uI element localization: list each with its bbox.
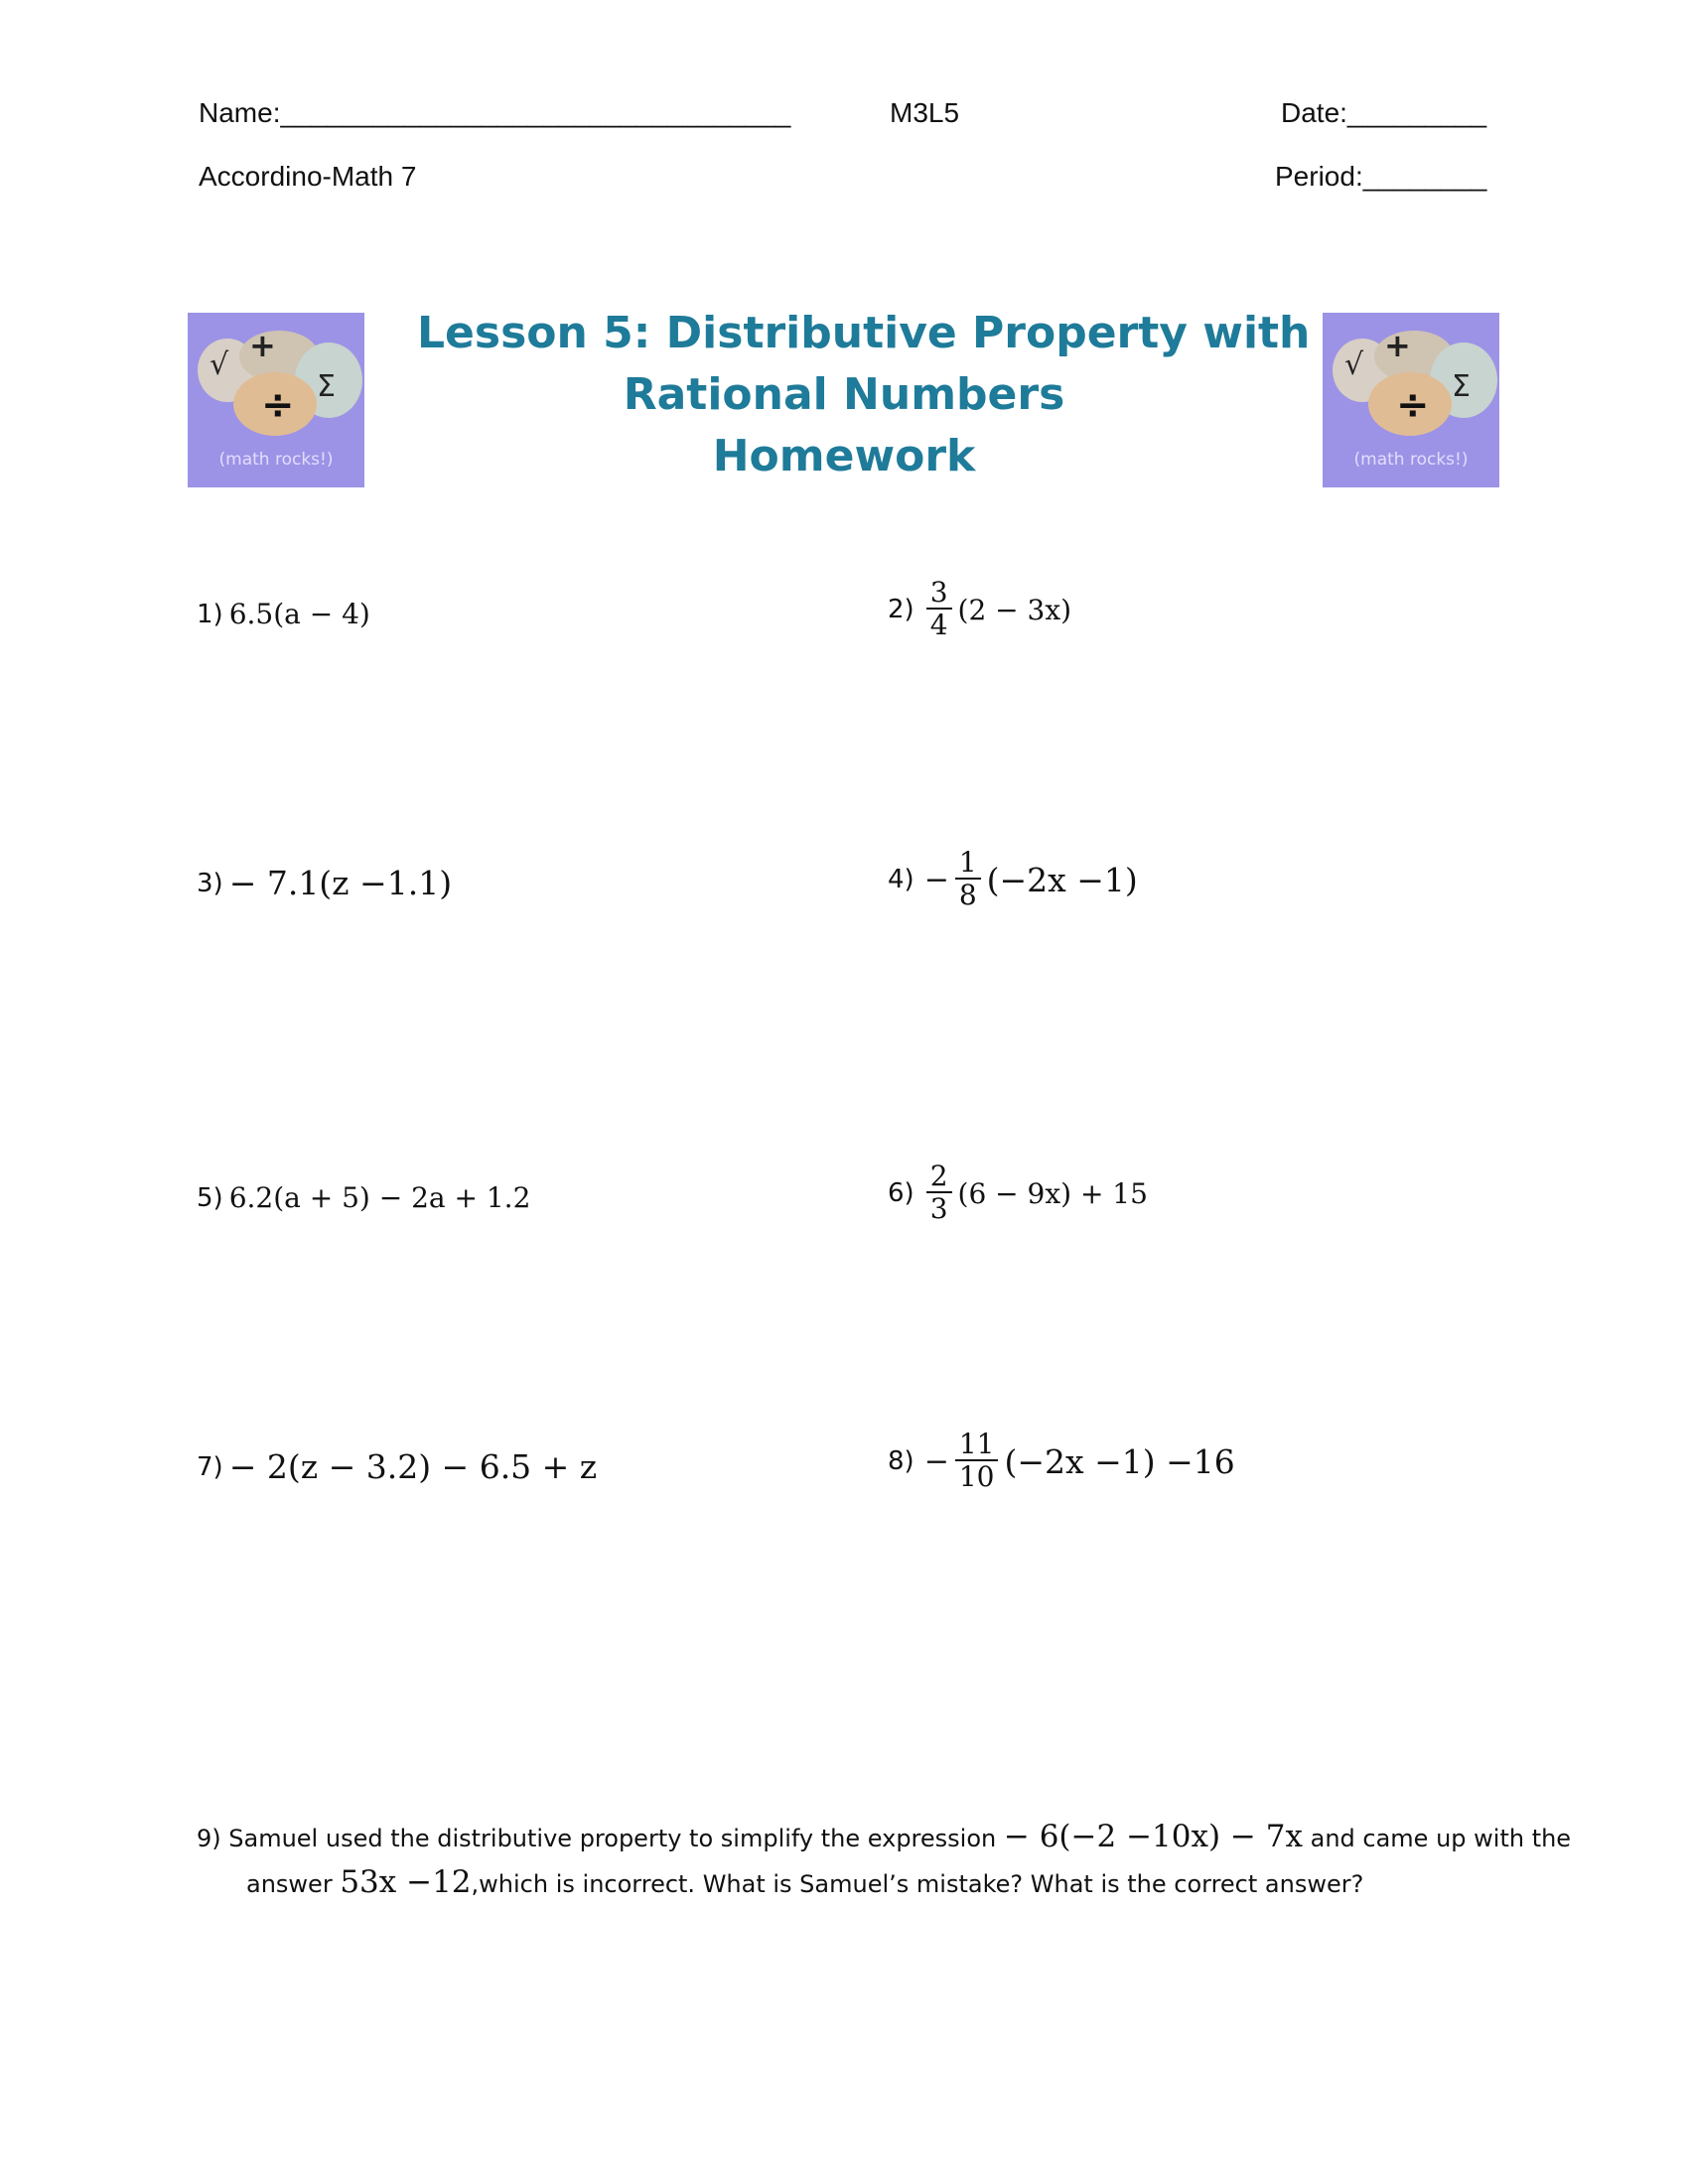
problem-9-question: ,which is incorrect. What is Samuel’s mistake? What is the correct answer? bbox=[471, 1870, 1364, 1898]
sigma-icon: Σ bbox=[1452, 369, 1471, 404]
problem-expression: 6.5(a − 4) bbox=[228, 598, 370, 630]
problem-number: 8) bbox=[888, 1446, 914, 1476]
problem-expression: 6.2(a + 5) − 2a + 1.2 bbox=[228, 1181, 531, 1214]
problem-9-expression: − 6(−2 −10x) − 7x bbox=[1003, 1819, 1303, 1854]
problem-9-line-1 bbox=[197, 1819, 1571, 1854]
problem-number: 4) bbox=[888, 865, 914, 894]
numerator: 11 bbox=[955, 1430, 999, 1461]
divide-icon: ÷ bbox=[1396, 382, 1430, 428]
date-field[interactable]: Date:_________ bbox=[1281, 97, 1487, 128]
denominator: 8 bbox=[958, 879, 977, 911]
logo-caption: (math rocks!) bbox=[218, 450, 334, 470]
title-line-1: Lesson 5: Distributive Property with bbox=[417, 308, 1311, 358]
problem-9-answer-expression: 53x −12 bbox=[340, 1864, 472, 1900]
divide-icon: ÷ bbox=[261, 382, 295, 428]
math-rocks-logo-left bbox=[188, 313, 364, 487]
problem-6 bbox=[888, 1161, 1148, 1225]
problem-number: 6) bbox=[888, 1178, 914, 1208]
denominator: 4 bbox=[929, 609, 948, 641]
problem-9-answer-label: answer bbox=[246, 1870, 333, 1898]
problem-number: 3) bbox=[197, 868, 223, 898]
problem-8 bbox=[888, 1430, 1235, 1493]
problem-expression: (−2x −1) bbox=[986, 860, 1138, 899]
name-field[interactable]: Name:_________________________________ bbox=[199, 97, 791, 128]
plus-icon: + bbox=[249, 327, 276, 364]
problem-expression: (2 − 3x) bbox=[957, 593, 1072, 626]
denominator: 3 bbox=[929, 1192, 948, 1225]
problem-expression: − 2(z − 3.2) − 6.5 + z bbox=[228, 1447, 598, 1486]
problem-expression: (6 − 9x) + 15 bbox=[957, 1176, 1148, 1210]
numerator: 3 bbox=[926, 578, 952, 610]
period-field[interactable]: Period:________ bbox=[1275, 161, 1487, 192]
negative-sign: − bbox=[923, 862, 949, 897]
problem-expression: (−2x −1) −16 bbox=[1004, 1441, 1235, 1481]
problem-7 bbox=[197, 1447, 597, 1486]
lesson-code: M3L5 bbox=[890, 97, 960, 128]
problem-1 bbox=[197, 598, 370, 630]
negative-sign: − bbox=[923, 1443, 949, 1479]
fraction bbox=[926, 1161, 952, 1225]
denominator: 10 bbox=[958, 1460, 995, 1493]
problem-expression: − 7.1(z −1.1) bbox=[228, 864, 453, 902]
problem-9-text: 9) Samuel used the distributive property to simplify the expression bbox=[197, 1825, 997, 1852]
fraction bbox=[955, 848, 981, 911]
problem-4 bbox=[888, 848, 1138, 911]
sigma-icon: Σ bbox=[317, 369, 336, 404]
title-line-2: Rational Numbers bbox=[623, 369, 1065, 420]
numerator: 1 bbox=[955, 848, 981, 880]
problem-number: 7) bbox=[197, 1451, 223, 1482]
sqrt-icon: √ bbox=[1344, 347, 1364, 382]
problem-number: 1) bbox=[197, 599, 223, 629]
math-rocks-logo-right bbox=[1323, 313, 1499, 487]
fraction bbox=[955, 1430, 999, 1493]
numerator: 2 bbox=[926, 1161, 952, 1193]
problem-number: 5) bbox=[197, 1182, 223, 1213]
page-title bbox=[417, 303, 1311, 487]
problem-2 bbox=[888, 578, 1071, 641]
problem-number: 2) bbox=[888, 595, 914, 624]
plus-icon: + bbox=[1384, 327, 1411, 364]
logo-caption: (math rocks!) bbox=[1353, 450, 1469, 470]
problem-3 bbox=[197, 864, 452, 902]
sqrt-icon: √ bbox=[210, 347, 229, 382]
title-line-3: Homework bbox=[712, 431, 976, 481]
problem-9-text-tail: and came up with the bbox=[1310, 1825, 1572, 1852]
problem-5 bbox=[197, 1181, 530, 1214]
problem-9-line-2 bbox=[246, 1864, 1363, 1900]
teacher-class: Accordino-Math 7 bbox=[199, 161, 417, 192]
fraction bbox=[926, 578, 952, 641]
